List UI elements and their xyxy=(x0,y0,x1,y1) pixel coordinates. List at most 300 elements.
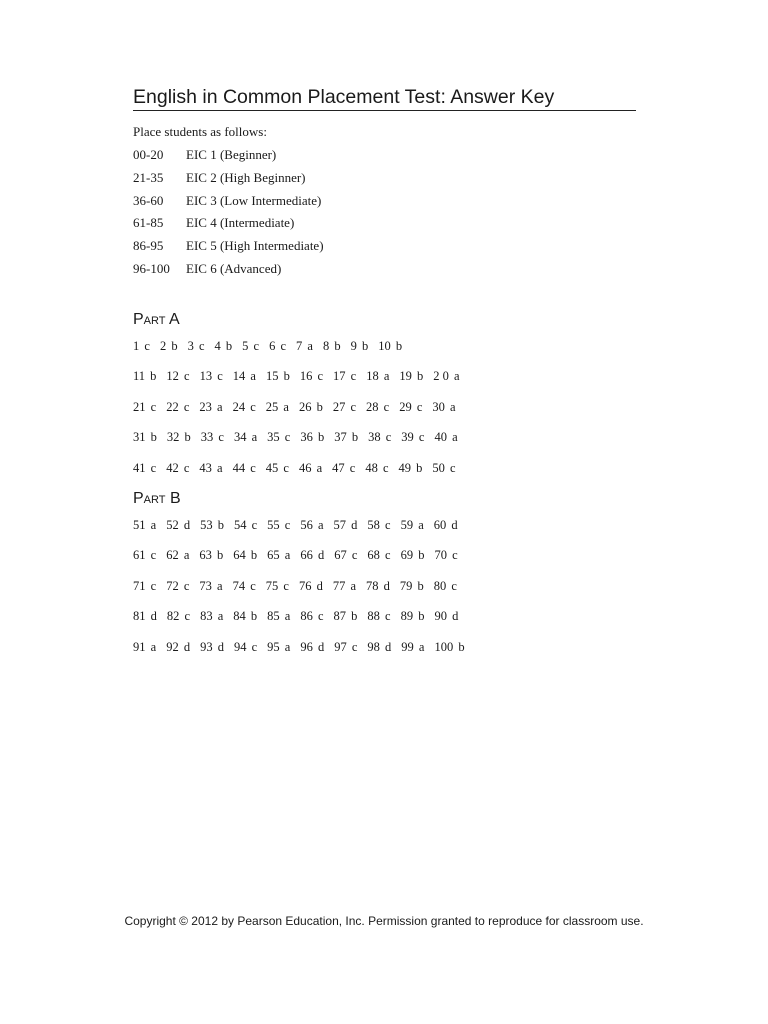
answer-item xyxy=(351,338,369,354)
question-number: 5 xyxy=(242,339,249,353)
answer-item xyxy=(133,429,157,445)
answer-item xyxy=(367,608,390,624)
answer-item xyxy=(299,399,323,415)
question-number: 67 xyxy=(334,548,347,563)
answer-letter: d xyxy=(452,609,459,624)
answer-item xyxy=(167,608,190,624)
answer-letter: d xyxy=(351,518,358,532)
answer-item xyxy=(399,368,423,384)
answer-letter: c xyxy=(451,578,457,593)
question-number: 44 xyxy=(232,460,246,475)
answer-letter: c xyxy=(198,339,205,353)
answer-item xyxy=(267,608,290,624)
question-number: 37 xyxy=(334,430,347,445)
answer-item xyxy=(432,460,455,476)
answer-letter: b xyxy=(418,609,425,624)
answer-letter: c xyxy=(183,399,190,414)
answer-item xyxy=(399,399,422,415)
answer-item xyxy=(334,608,358,624)
answer-item xyxy=(367,639,391,655)
answer-letter: b xyxy=(395,339,403,353)
placement-row xyxy=(133,145,324,168)
answer-letter: b xyxy=(458,639,465,654)
question-number: 97 xyxy=(334,639,347,654)
answer-letter: a xyxy=(217,460,223,475)
intro-text: Place students as follows: xyxy=(133,124,267,139)
placement-range: 21-35 xyxy=(133,169,164,185)
answer-item xyxy=(365,460,388,476)
answer-letter: b xyxy=(417,578,424,593)
question-number: 45 xyxy=(265,460,279,475)
placement-level: EIC 4 (Intermediate) xyxy=(186,215,295,231)
answer-item xyxy=(200,608,223,624)
answer-item xyxy=(266,460,289,476)
placement-range: 61-85 xyxy=(133,215,164,231)
answer-letter: c xyxy=(150,578,157,593)
answer-row xyxy=(133,608,475,638)
answer-item xyxy=(242,338,259,354)
answer-item xyxy=(401,517,424,533)
answer-item xyxy=(234,639,257,655)
question-number: 81 xyxy=(133,609,146,624)
answer-item xyxy=(166,639,190,655)
answer-item xyxy=(334,639,357,655)
answer-item xyxy=(300,608,323,624)
answer-letter: b xyxy=(317,430,325,445)
question-number: 69 xyxy=(400,548,414,563)
answer-item xyxy=(434,517,458,533)
question-number: 4 xyxy=(214,339,221,353)
answer-letter: c xyxy=(150,548,157,563)
answer-item xyxy=(233,399,256,415)
answer-item xyxy=(300,639,324,655)
answer-letter: d xyxy=(183,518,191,532)
answer-item xyxy=(401,547,425,563)
answer-item xyxy=(133,639,156,655)
question-number: 17 xyxy=(333,369,346,384)
answer-letter: b xyxy=(417,369,424,384)
answer-item xyxy=(367,547,390,563)
question-number: 8 xyxy=(322,339,330,353)
question-number: 29 xyxy=(399,399,412,414)
answer-item xyxy=(401,429,424,445)
question-number: 3 xyxy=(187,339,194,353)
answer-letter: a xyxy=(452,430,458,445)
answer-item xyxy=(234,517,257,533)
answer-letter: c xyxy=(253,339,260,353)
answer-item xyxy=(299,578,323,594)
question-number: 48 xyxy=(365,460,378,475)
answer-item xyxy=(300,429,324,445)
question-number: 100 xyxy=(434,639,454,654)
answer-item xyxy=(300,517,323,533)
answer-letter: c xyxy=(284,518,291,532)
answer-row xyxy=(133,639,475,669)
question-number: 77 xyxy=(332,578,346,593)
question-number: 10 xyxy=(378,339,391,353)
question-number: 40 xyxy=(434,430,447,445)
answer-letter: b xyxy=(184,430,191,445)
question-number: 75 xyxy=(265,578,279,593)
answer-item xyxy=(166,460,189,476)
answer-letter: c xyxy=(217,369,223,384)
answer-letter: c xyxy=(250,399,256,414)
answer-item xyxy=(367,517,390,533)
placement-level: EIC 1 (Beginner) xyxy=(186,147,277,162)
question-number: 82 xyxy=(166,609,180,624)
answer-item xyxy=(401,608,425,624)
answer-item xyxy=(201,429,224,445)
answer-letter: c xyxy=(450,460,456,475)
answer-letter: a xyxy=(284,548,291,563)
answer-letter: c xyxy=(250,578,256,593)
placement-row xyxy=(133,213,324,236)
answer-item xyxy=(269,338,286,354)
placement-range: 86-95 xyxy=(133,238,164,254)
answer-letter: d xyxy=(217,639,224,654)
question-number: 57 xyxy=(333,518,346,532)
answer-letter: a xyxy=(183,548,190,563)
question-number: 34 xyxy=(233,430,247,445)
answer-item xyxy=(434,578,457,594)
question-number: 23 xyxy=(199,399,212,414)
answer-row xyxy=(133,517,475,547)
answer-item xyxy=(333,578,356,594)
question-number: 31 xyxy=(133,430,146,445)
answer-item xyxy=(133,368,156,384)
answer-item xyxy=(200,368,223,384)
placement-level: EIC 2 (High Beginner) xyxy=(186,169,306,185)
question-number: 70 xyxy=(434,548,447,563)
answer-item xyxy=(233,608,257,624)
question-number: 19 xyxy=(399,369,412,384)
answer-item xyxy=(199,547,223,563)
question-number: 78 xyxy=(366,578,379,593)
part-b-heading xyxy=(133,489,181,509)
answer-letter: c xyxy=(150,460,157,475)
answer-letter: b xyxy=(150,430,157,445)
answer-row xyxy=(133,338,470,368)
question-number: 33 xyxy=(200,430,214,445)
part-a-heading-first: P xyxy=(133,311,144,328)
answer-letter: a xyxy=(250,369,256,384)
answer-letter: b xyxy=(217,548,224,563)
question-number: 93 xyxy=(200,639,213,654)
answer-letter: c xyxy=(184,369,190,384)
placement-level: EIC 5 (High Intermediate) xyxy=(186,238,324,254)
question-number: 53 xyxy=(200,518,213,532)
answer-letter: d xyxy=(316,578,323,593)
question-number: 22 xyxy=(166,399,179,414)
answer-item xyxy=(167,429,191,445)
answer-item xyxy=(300,368,323,384)
question-number: 43 xyxy=(199,460,212,475)
answer-item xyxy=(200,639,224,655)
question-number: 83 xyxy=(200,609,213,624)
question-number: 30 xyxy=(432,399,445,414)
answer-letter: b xyxy=(150,369,157,384)
question-number: 85 xyxy=(267,609,280,624)
question-number: 88 xyxy=(367,609,380,624)
question-number: 49 xyxy=(398,460,411,475)
answer-letter: c xyxy=(452,548,458,563)
question-number: 66 xyxy=(300,548,313,563)
question-number: 21 xyxy=(133,399,146,414)
answer-item xyxy=(266,399,289,415)
answer-letter: c xyxy=(351,639,358,654)
question-number: 11 xyxy=(133,369,146,384)
question-number: 94 xyxy=(233,639,247,654)
part-a-heading xyxy=(133,310,180,330)
answer-row xyxy=(133,460,470,490)
part-a-heading-letter: A xyxy=(169,311,180,328)
answer-item xyxy=(432,399,455,415)
answer-letter: a xyxy=(217,578,223,593)
placement-row xyxy=(133,191,324,214)
question-number: 55 xyxy=(267,518,280,532)
answer-letter: c xyxy=(144,339,150,353)
answer-letter: a xyxy=(217,609,224,624)
answer-letter: c xyxy=(385,609,391,624)
answer-item xyxy=(333,368,356,384)
answer-letter: b xyxy=(250,609,258,624)
answer-letter: c xyxy=(350,399,356,414)
answer-letter: d xyxy=(451,518,458,532)
answer-item xyxy=(133,578,156,594)
answer-letter: b xyxy=(418,548,425,563)
answer-item xyxy=(200,517,224,533)
answer-letter: a xyxy=(317,518,324,532)
answer-letter: d xyxy=(317,639,325,654)
answer-row xyxy=(133,368,470,398)
question-number: 50 xyxy=(432,460,445,475)
answer-letter: c xyxy=(385,518,391,532)
answer-item xyxy=(133,608,157,624)
answer-letter: b xyxy=(316,399,323,414)
answer-item xyxy=(434,639,464,655)
answer-item xyxy=(166,517,190,533)
answer-row xyxy=(133,399,470,429)
answer-letter: c xyxy=(351,548,358,563)
answer-item xyxy=(378,338,402,354)
question-number: 32 xyxy=(166,430,180,445)
answer-row xyxy=(133,578,475,608)
answer-item xyxy=(233,578,256,594)
answer-item xyxy=(133,460,156,476)
answer-item xyxy=(266,578,289,594)
answer-item xyxy=(334,429,358,445)
answer-letter: b xyxy=(416,460,423,475)
answer-letter: c xyxy=(418,430,425,445)
answer-item xyxy=(199,578,222,594)
answer-item xyxy=(323,338,341,354)
question-number: 92 xyxy=(166,639,179,654)
answer-item xyxy=(434,547,457,563)
answer-letter: b xyxy=(283,369,290,384)
placement-range: 00-20 xyxy=(133,147,164,162)
answer-letter: a xyxy=(251,430,258,445)
answer-letter: a xyxy=(150,518,157,532)
answer-letter: b xyxy=(361,339,369,353)
question-number: 98 xyxy=(367,639,380,654)
answer-letter: d xyxy=(317,548,325,563)
placement-level: EIC 6 (Advanced) xyxy=(186,260,282,276)
question-number: 99 xyxy=(401,639,414,654)
answer-item xyxy=(233,547,257,563)
answer-item xyxy=(233,368,256,384)
question-number: 25 xyxy=(265,399,279,414)
question-number: 87 xyxy=(333,609,346,624)
placement-row xyxy=(133,168,324,191)
answer-letter: b xyxy=(250,548,258,563)
question-number: 14 xyxy=(232,369,246,384)
question-number: 71 xyxy=(133,578,146,593)
placement-list xyxy=(133,145,324,282)
question-number: 12 xyxy=(166,369,179,384)
question-number: 16 xyxy=(299,369,313,384)
question-number: 36 xyxy=(300,430,313,445)
part-b-heading-rest: art xyxy=(143,490,166,507)
answer-item xyxy=(133,547,156,563)
answer-item xyxy=(267,517,290,533)
answer-item xyxy=(434,429,457,445)
question-number: 63 xyxy=(199,548,212,563)
question-number: 27 xyxy=(332,399,346,414)
answer-letter: a xyxy=(283,399,289,414)
question-number: 68 xyxy=(367,548,380,563)
answer-item xyxy=(133,399,156,415)
question-number: 91 xyxy=(133,639,146,654)
placement-row xyxy=(133,236,324,259)
answer-row xyxy=(133,429,470,459)
answer-letter: a xyxy=(316,460,323,475)
question-number: 39 xyxy=(401,430,414,445)
question-number: 60 xyxy=(433,518,447,532)
question-number: 90 xyxy=(434,609,447,624)
answer-letter: c xyxy=(382,460,389,475)
answer-item xyxy=(188,338,205,354)
answer-letter: c xyxy=(251,518,258,532)
question-number: 64 xyxy=(233,548,246,563)
placement-range: 36-60 xyxy=(133,192,164,208)
question-number: 15 xyxy=(265,369,279,384)
part-b-heading-letter: B xyxy=(169,490,181,507)
answer-item xyxy=(366,368,389,384)
answer-letter: a xyxy=(350,578,356,593)
page-title: English in Common Placement Test: Answer Key xyxy=(133,84,636,111)
answer-item xyxy=(166,399,189,415)
question-number: 54 xyxy=(233,518,247,532)
answer-letter: c xyxy=(383,399,390,414)
part-a-answers xyxy=(133,338,470,490)
answer-item xyxy=(334,517,358,533)
answer-letter: b xyxy=(217,518,224,532)
answer-letter: c xyxy=(251,639,258,654)
answer-letter: d xyxy=(150,609,157,624)
question-number: 86 xyxy=(300,609,313,624)
answer-item xyxy=(401,639,424,655)
answer-item xyxy=(160,338,178,354)
answer-item xyxy=(332,460,355,476)
answer-letter: c xyxy=(284,430,291,445)
question-number: 73 xyxy=(199,578,212,593)
answer-item xyxy=(199,460,222,476)
answer-item xyxy=(166,547,189,563)
answer-letter: a xyxy=(284,639,291,654)
question-number: 24 xyxy=(232,399,246,414)
answer-item xyxy=(300,547,324,563)
answer-letter: d xyxy=(383,578,390,593)
answer-item xyxy=(366,399,389,415)
answer-item xyxy=(267,639,290,655)
answer-letter: c xyxy=(350,369,357,384)
question-number: 1 xyxy=(133,339,140,353)
answer-item xyxy=(399,460,423,476)
answer-letter: b xyxy=(351,609,358,624)
answer-item xyxy=(133,517,156,533)
answer-letter: c xyxy=(183,460,190,475)
answer-item xyxy=(400,578,424,594)
answer-letter: c xyxy=(385,430,392,445)
question-number: 7 xyxy=(296,339,303,353)
question-number: 95 xyxy=(267,639,280,654)
answer-letter: c xyxy=(184,609,191,624)
answer-letter: c xyxy=(349,460,356,475)
question-number: 84 xyxy=(233,609,246,624)
answer-letter: a xyxy=(454,369,460,384)
question-number: 65 xyxy=(267,548,280,563)
question-number: 74 xyxy=(232,578,246,593)
question-number: 46 xyxy=(298,460,312,475)
copyright-footer: Copyright © 2012 by Pearson Education, Inc. Permission granted to reproduce for classroom use. xyxy=(124,914,644,928)
question-number: 61 xyxy=(133,548,146,563)
answer-letter: c xyxy=(317,369,324,384)
question-number: 9 xyxy=(350,339,357,353)
answer-letter: b xyxy=(171,339,178,353)
answer-letter: c xyxy=(317,609,324,624)
part-a-heading-rest: art xyxy=(143,311,166,328)
answer-letter: c xyxy=(280,339,286,353)
question-number: 76 xyxy=(298,578,312,593)
question-number: 2 xyxy=(159,339,167,353)
answer-letter: b xyxy=(351,430,359,445)
placement-range: 96-100 xyxy=(133,260,170,276)
question-number: 72 xyxy=(166,578,179,593)
answer-letter: a xyxy=(383,369,390,384)
question-number: 18 xyxy=(366,369,379,384)
answer-item xyxy=(267,429,290,445)
answer-letter: d xyxy=(183,639,191,654)
answer-item xyxy=(166,368,189,384)
question-number: 42 xyxy=(166,460,179,475)
answer-item xyxy=(296,338,313,354)
question-number: 2 0 xyxy=(433,369,449,384)
answer-row xyxy=(133,547,475,577)
question-number: 62 xyxy=(166,548,179,563)
answer-letter: a xyxy=(418,518,424,532)
part-b-heading-first: P xyxy=(133,490,144,507)
answer-item xyxy=(266,368,290,384)
answer-letter: a xyxy=(284,609,291,624)
answer-item xyxy=(299,460,322,476)
answer-letter: c xyxy=(150,399,157,414)
answer-letter: c xyxy=(283,460,289,475)
answer-item xyxy=(433,368,459,384)
answer-letter: c xyxy=(385,548,391,563)
answer-letter: a xyxy=(418,639,425,654)
question-number: 41 xyxy=(133,460,146,475)
answer-letter: a xyxy=(307,339,313,353)
